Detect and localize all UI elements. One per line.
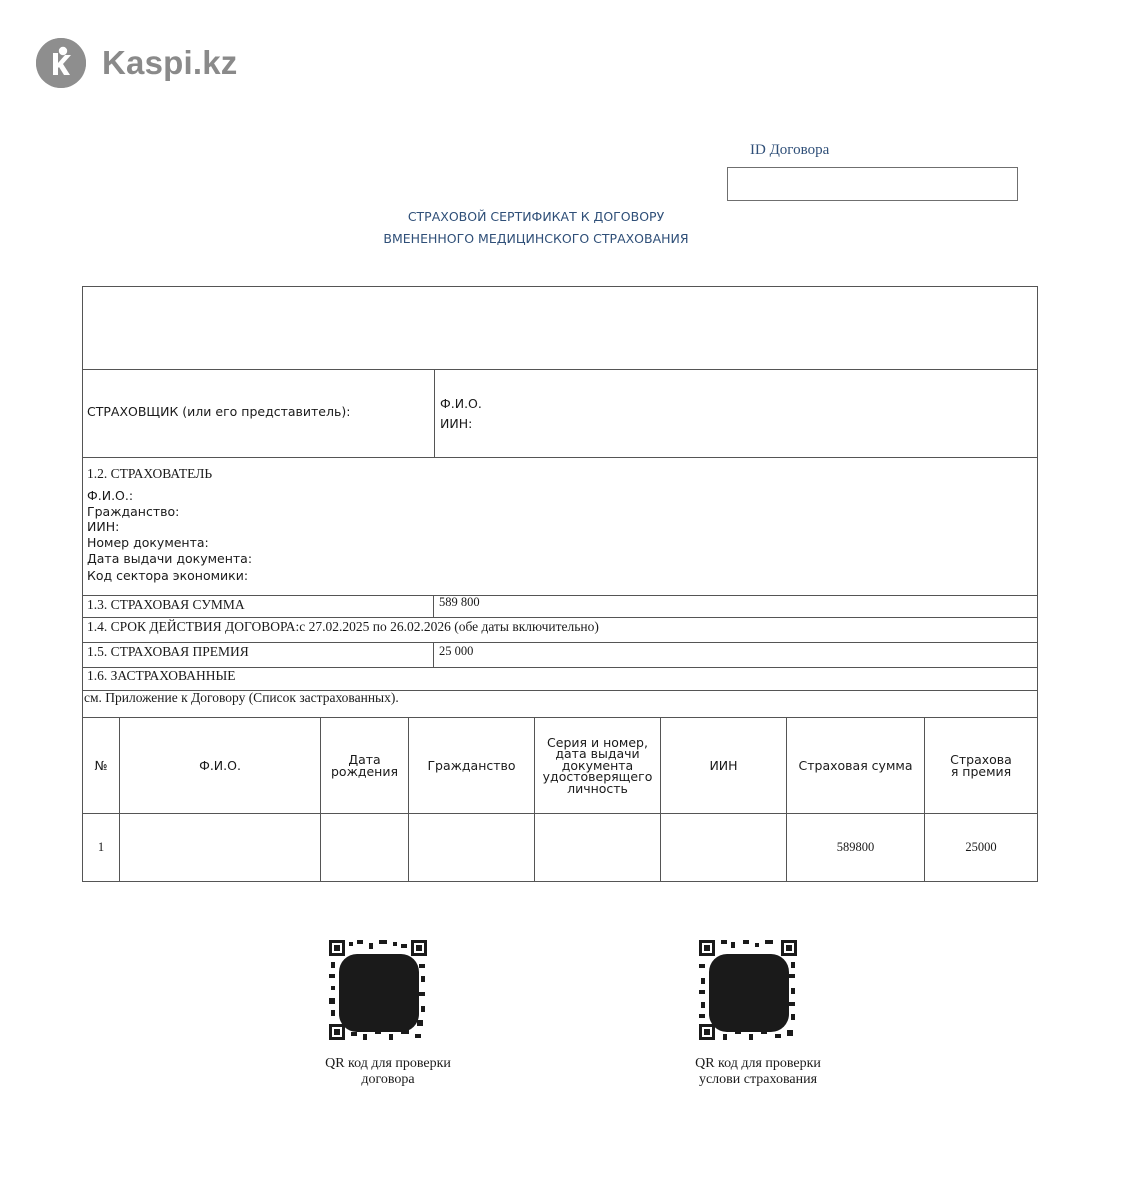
term-from: 27.02.2025 xyxy=(308,619,370,634)
table-cell-birth-date xyxy=(321,814,408,881)
insurer-fio-label: Ф.И.О. xyxy=(440,396,482,411)
title-line-2: ВМЕНЕННОГО МЕДИЦИНСКОГО СТРАХОВАНИЯ xyxy=(383,231,689,246)
policyholder-doc-date-label: Дата выдачи документа: xyxy=(87,551,253,566)
table-header-iin: ИИН xyxy=(709,757,738,773)
table-header-document: Серия и номер, дата выдачи документа удостоверящего личность xyxy=(542,734,653,796)
table-cell-premium: 25000 xyxy=(965,840,997,854)
brand-name: Kaspi.kz xyxy=(102,44,238,81)
premium-value: 25 000 xyxy=(439,644,474,658)
term-to: 26.02.2026 xyxy=(390,619,451,634)
document-title xyxy=(336,206,736,250)
contract-id-label: ID Договора xyxy=(750,142,830,158)
table-cell-citizenship xyxy=(409,814,534,881)
policyholder-sector-code-label: Код сектора экономики: xyxy=(87,568,249,583)
policyholder-citizenship-label: Гражданство: xyxy=(87,504,180,519)
table-header-birth-date: Дата рождения xyxy=(331,752,398,779)
sum-insured-value: 589 800 xyxy=(439,595,480,609)
insurer-label: СТРАХОВЩИК (или его представитель): xyxy=(87,404,351,419)
kaspi-logo xyxy=(36,38,238,88)
table-header-fio: Ф.И.О. xyxy=(199,757,241,773)
table-cell-iin xyxy=(661,814,786,881)
policyholder-doc-number-label: Номер документа: xyxy=(87,535,209,550)
table-header-citizenship: Гражданство xyxy=(427,757,516,773)
table-header-premium: Страхова я премия xyxy=(950,752,1012,779)
table-cell-number: 1 xyxy=(97,840,105,854)
insured-label: 1.6. ЗАСТРАХОВАННЫЕ xyxy=(87,668,236,683)
policyholder-fio-label: Ф.И.О.: xyxy=(87,488,134,503)
insurer-iin-label: ИИН: xyxy=(440,416,473,431)
sum-insured-label: 1.3. СТРАХОВАЯ СУММА xyxy=(87,597,245,612)
policyholder-heading: 1.2. СТРАХОВАТЕЛЬ xyxy=(87,466,213,481)
conditions-qr-caption: QR код для проверки услови страхования xyxy=(695,1056,821,1087)
table-cell-sum-insured: 589800 xyxy=(836,840,875,854)
policyholder-iin-label: ИИН: xyxy=(87,519,120,534)
table-header-number: № xyxy=(94,757,108,773)
contract-qr-code xyxy=(329,940,427,1040)
contract-id-field xyxy=(727,167,1018,201)
premium-label: 1.5. СТРАХОВАЯ ПРЕМИЯ xyxy=(87,644,249,659)
contract-term-label: 1.4. СРОК ДЕЙСТВИЯ ДОГОВОРА: xyxy=(87,619,300,634)
table-cell-document xyxy=(535,814,660,881)
contract-qr-caption: QR код для проверки договора xyxy=(325,1056,451,1087)
title-line-1: СТРАХОВОЙ СЕРТИФИКАТ К ДОГОВОРУ xyxy=(407,209,665,224)
table-header-sum-insured: Страховая сумма xyxy=(798,757,913,773)
contract-term: 1.4. СРОК ДЕЙСТВИЯ ДОГОВОРА:с 27.02.2025 по 26.02.2026 (обе даты включительно) xyxy=(87,619,599,634)
kaspi-logo-icon xyxy=(36,38,86,88)
table-cell-fio xyxy=(120,814,320,881)
insured-note: см. Приложение к Договору (Список застрахованных). xyxy=(84,690,399,705)
term-note: (обе даты включительно) xyxy=(450,619,599,634)
conditions-qr-code xyxy=(699,940,797,1040)
